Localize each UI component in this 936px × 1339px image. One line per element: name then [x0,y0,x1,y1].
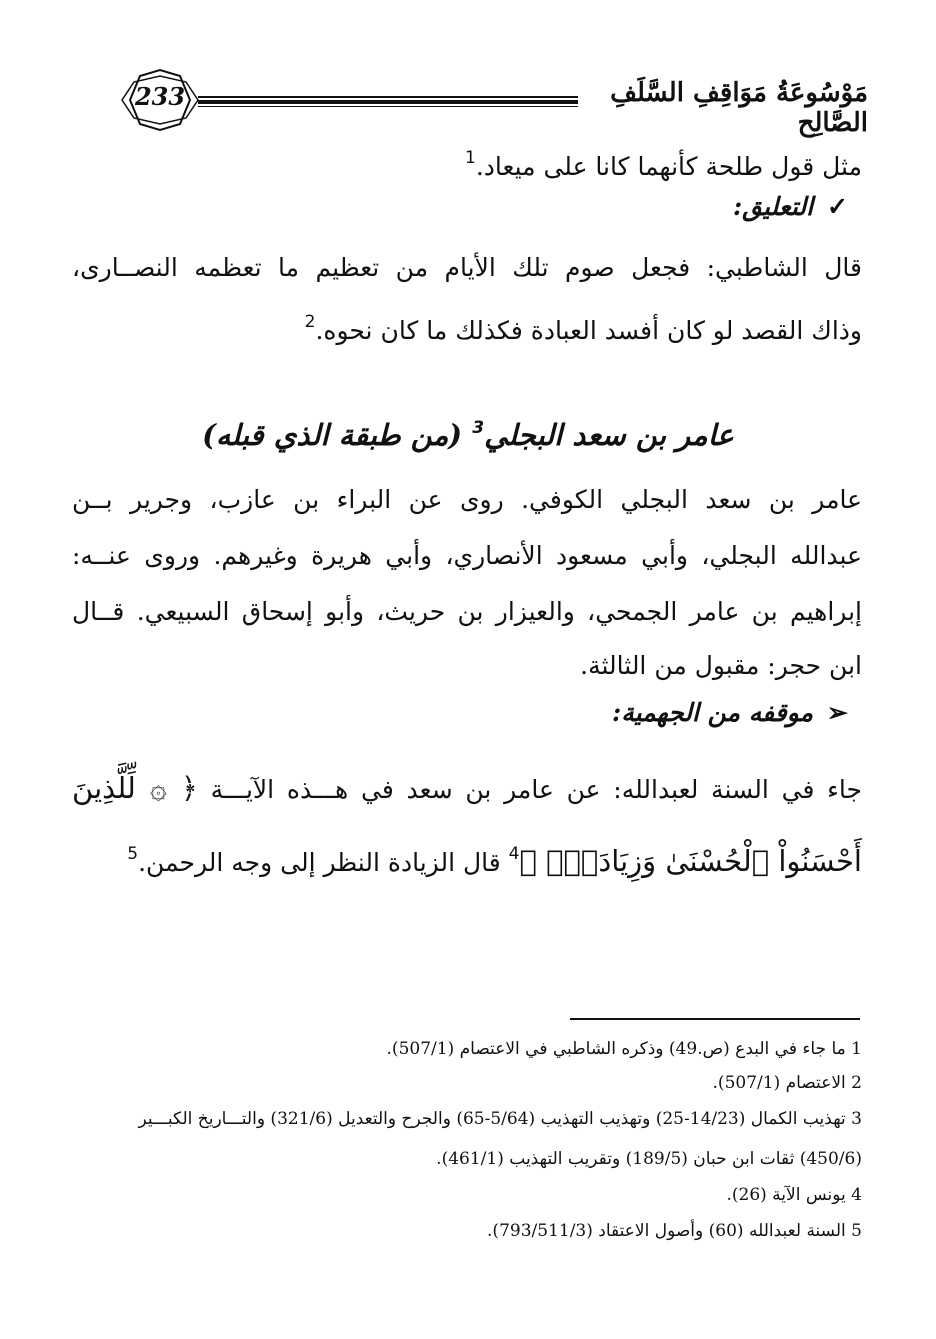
footnote-3-continued [72,1146,862,1172]
footnote-ref-5: 5 [127,844,139,864]
footnote-number: 2 [851,1073,862,1093]
footnote-ref-1: 1 [464,148,476,168]
bio-line-2: عبدالله البجلي، وأبي مسعود الأنصاري، وأبي هريرة وغيرهم. وروى عنــه: [72,541,862,570]
quran-verse-start: ﴿ ۞ لِّلَّذِينَ [72,771,198,805]
bio-line-4: ابن حجر: مقبول من الثالثة. [580,651,862,680]
page-number: 233 [134,82,186,111]
paragraph-3-line-1-text: جاء في السنة لعبدالله: عن عامر بن سعد في هـــذه الآيـــة [210,775,862,804]
header-rule [198,96,578,106]
bio-line-3: إبراهيم بن عامر الجمحي، والعيزار بن حريث، وأبو إسحاق السبيعي. قــال [72,597,862,626]
bio-line-1: عامر بن سعد البجلي الكوفي. روى عن البراء بن عازب، وجرير بــن [72,485,862,514]
footnote-separator [570,1018,860,1020]
paragraph-2-line-2 [72,304,862,349]
footnote-text: يونس الآية (26). [726,1185,846,1205]
footnote-1 [72,1036,862,1062]
section-title-name: عامر بن سعد البجلي [484,418,734,452]
footnote-4 [72,1182,862,1208]
paragraph-3-line-2-text: قال الزيادة النظر إلى وجه الرحمن. [138,848,501,877]
footnote-3 [72,1106,862,1132]
position-title: موقفه من الجهمية: [612,698,814,727]
paragraph-3-line-2 [72,836,862,881]
series-title: مَوْسُوعَةُ مَوَاقِفِ السَّلَفِ الصَّالِح [610,78,868,138]
quran-verse-end: أَحْسَنُواْ ٱلْحُسْنَىٰ وَزِيَادَةٌۖ ﴾ [519,844,862,878]
paragraph-2-line-1: قال الشاطبي: فجعل صوم تلك الأيام من تعظيم ما تعظمه النصــارى، [72,253,862,282]
footnote-text: (450/6) ثقات ابن حبان (189/5) وتقريب التهذيب (461/1). [436,1149,862,1169]
commentary-heading [733,192,848,221]
section-title-note: (من طبقة الذي قبله) [202,418,463,452]
page-number-badge [118,68,202,132]
footnote-number: 4 [851,1185,862,1205]
paragraph-1-text: مثل قول طلحة كأنهما كانا على ميعاد. [475,152,862,181]
commentary-title: التعليق: [732,192,814,221]
paragraph-3-line-1 [72,770,862,808]
section-title [0,418,936,452]
footnote-ref-2: 2 [304,312,316,332]
footnote-text: ما جاء في البدع (ص.49) وذكره الشاطبي في الاعتصام (507/1). [386,1039,846,1059]
footnote-text: الاعتصام (507/1). [712,1073,846,1093]
checkmark-icon: ✓ [827,192,848,221]
footnote-ref-3: 3 [472,418,485,438]
page-header [118,68,868,138]
footnote-number: 5 [851,1221,862,1241]
footnote-5 [72,1218,862,1244]
paragraph-2-line-2-text: وذاك القصد لو كان أفسد العبادة فكذلك ما كان نحوه. [315,316,862,345]
footnote-text: السنة لعبدالله (60) وأصول الاعتقاد (793/511/3). [487,1221,846,1241]
paragraph-1 [72,140,862,185]
footnote-2 [72,1070,862,1096]
footnote-ref-4: 4 [508,844,520,864]
arrow-bullet-icon: ➢ [827,698,848,727]
footnote-text: تهذيب الكمال (14/23-25) وتهذيب التهذيب (5/64-65) والجرح والتعديل (321/6) والتـــاريخ الكبـــير [138,1109,846,1129]
footnote-number: 1 [851,1039,862,1059]
footnote-number: 3 [851,1109,862,1129]
position-heading [612,698,848,727]
